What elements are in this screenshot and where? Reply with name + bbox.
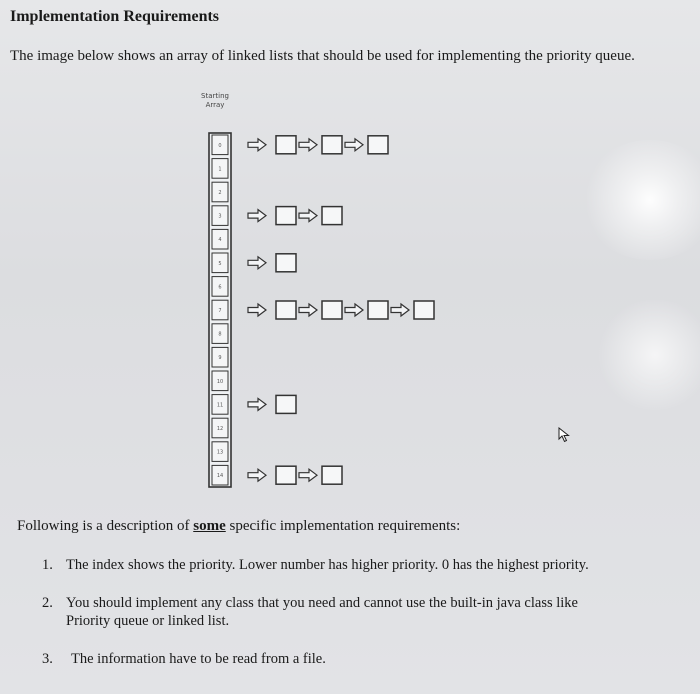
arrow-icon	[345, 139, 363, 151]
list-node	[322, 301, 342, 319]
requirement-number: 2.	[42, 595, 53, 611]
mouse-pointer-icon	[558, 427, 572, 443]
list-node	[322, 136, 342, 154]
list-node	[276, 254, 296, 272]
array-cell-index: 10	[216, 378, 224, 385]
intro-paragraph: The image below shows an array of linked lists that should be used for implementing the priority queue.	[10, 48, 635, 64]
requirement-text: The index shows the priority. Lower number has higher priority. 0 has the highest priority.	[66, 557, 589, 573]
requirement-number: 1.	[42, 557, 53, 573]
list-node	[368, 136, 388, 154]
arrow-icon	[248, 398, 266, 410]
list-node	[322, 207, 342, 225]
array-cell-index: 14	[216, 473, 224, 480]
requirement-text: You should implement any class that you need and cannot use the built-in java class like	[66, 595, 578, 611]
arrow-icon	[248, 469, 266, 481]
arrow-icon	[345, 304, 363, 316]
arrow-icon	[299, 304, 317, 316]
list-node	[368, 301, 388, 319]
list-node	[414, 301, 434, 319]
requirement-number: 3.	[42, 651, 53, 667]
list-node	[276, 207, 296, 225]
array-cell-index: 4	[218, 237, 222, 244]
arrow-icon	[248, 257, 266, 269]
requirement-text-continued: Priority queue or linked list.	[66, 613, 230, 629]
array-caption: Starting Array	[201, 92, 229, 109]
array-cell-index: 13	[216, 449, 224, 456]
list-node	[276, 395, 296, 413]
requirement-item	[42, 650, 682, 670]
requirement-item	[42, 594, 682, 634]
array-cell-index: 9	[218, 355, 222, 362]
array-cell-index: 8	[218, 331, 222, 338]
description-suffix: specific implementation requirements:	[225, 518, 461, 534]
section-heading: Implementation Requirements	[10, 8, 220, 25]
list-node	[276, 136, 296, 154]
list-node	[322, 466, 342, 484]
arrow-icon	[391, 304, 409, 316]
list-node	[276, 466, 296, 484]
list-node	[276, 301, 296, 319]
arrow-icon	[248, 139, 266, 151]
arrow-icon	[299, 469, 317, 481]
array-cell-index: 1	[218, 166, 222, 173]
array-cell-index: 3	[218, 213, 222, 220]
arrow-icon	[248, 210, 266, 222]
arrow-icon	[248, 304, 266, 316]
requirement-item	[42, 556, 682, 576]
array-cell-index: 7	[218, 308, 222, 314]
array-cell-index: 5	[218, 260, 222, 267]
description-line	[17, 518, 460, 535]
array-cell-index: 0	[218, 142, 222, 149]
description-emphasis: some	[193, 518, 226, 534]
array-cell-index: 11	[216, 402, 224, 409]
arrow-icon	[299, 139, 317, 151]
array-cell-index: 12	[216, 426, 224, 432]
array-cell-index: 2	[218, 190, 222, 196]
requirement-text: The information have to be read from a file.	[71, 651, 326, 667]
array-cell-index: 6	[218, 284, 222, 291]
arrow-icon	[299, 210, 317, 222]
description-prefix: Following is a description of	[17, 518, 194, 534]
